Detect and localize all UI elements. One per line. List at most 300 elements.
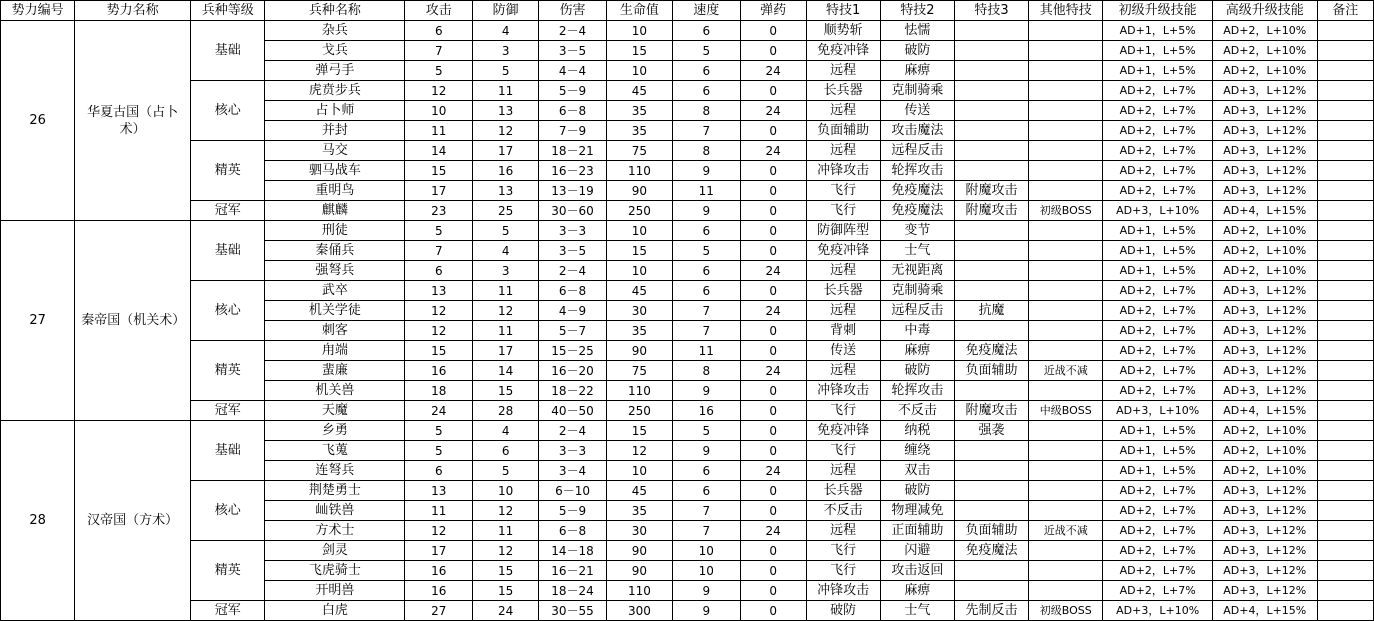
basic-upgrade-cell[interactable]: AD+2，L+7% (1103, 381, 1213, 401)
speed-cell[interactable]: 8 (672, 361, 740, 381)
skill3-cell[interactable] (954, 561, 1028, 581)
skill2-cell[interactable]: 不反击 (880, 401, 954, 421)
damage-cell[interactable]: 18－21 (539, 141, 607, 161)
attack-cell[interactable]: 16 (405, 581, 473, 601)
attack-cell[interactable]: 6 (405, 461, 473, 481)
hp-cell[interactable]: 250 (607, 201, 673, 221)
defense-cell[interactable]: 13 (473, 101, 539, 121)
speed-cell[interactable]: 9 (672, 441, 740, 461)
ammo-cell[interactable]: 24 (740, 361, 806, 381)
skill2-cell[interactable]: 士气 (880, 601, 954, 621)
attack-cell[interactable]: 23 (405, 201, 473, 221)
speed-cell[interactable]: 5 (672, 241, 740, 261)
defense-cell[interactable]: 12 (473, 301, 539, 321)
defense-cell[interactable]: 14 (473, 361, 539, 381)
damage-cell[interactable]: 15－25 (539, 341, 607, 361)
skill3-cell[interactable]: 负面辅助 (954, 361, 1028, 381)
attack-cell[interactable]: 18 (405, 381, 473, 401)
basic-upgrade-cell[interactable]: AD+2，L+7% (1103, 481, 1213, 501)
unit-name-cell[interactable]: 刑徒 (265, 221, 405, 241)
hp-cell[interactable]: 110 (607, 161, 673, 181)
damage-cell[interactable]: 16－21 (539, 561, 607, 581)
skill1-cell[interactable]: 冲锋攻击 (806, 581, 880, 601)
speed-cell[interactable]: 6 (672, 81, 740, 101)
other-skill-cell[interactable] (1029, 241, 1103, 261)
defense-cell[interactable]: 12 (473, 121, 539, 141)
tier-cell[interactable]: 基础 (191, 421, 265, 481)
unit-name-cell[interactable]: 马交 (265, 141, 405, 161)
tier-cell[interactable]: 核心 (191, 281, 265, 341)
other-skill-cell[interactable]: 近战不减 (1029, 361, 1103, 381)
ammo-cell[interactable]: 0 (740, 121, 806, 141)
advanced-upgrade-cell[interactable]: AD+2，L+10% (1213, 241, 1317, 261)
defense-cell[interactable]: 17 (473, 141, 539, 161)
attack-cell[interactable]: 11 (405, 501, 473, 521)
skill2-cell[interactable]: 正面辅助 (880, 521, 954, 541)
advanced-upgrade-cell[interactable]: AD+2，L+10% (1213, 221, 1317, 241)
advanced-upgrade-cell[interactable]: AD+3，L+12% (1213, 561, 1317, 581)
hp-cell[interactable]: 35 (607, 101, 673, 121)
unit-name-cell[interactable]: 武卒 (265, 281, 405, 301)
damage-cell[interactable]: 2－4 (539, 421, 607, 441)
advanced-upgrade-cell[interactable]: AD+2，L+10% (1213, 261, 1317, 281)
other-skill-cell[interactable] (1029, 301, 1103, 321)
ammo-cell[interactable]: 0 (740, 381, 806, 401)
skill3-cell[interactable] (954, 21, 1028, 41)
basic-upgrade-cell[interactable]: AD+2，L+7% (1103, 121, 1213, 141)
defense-cell[interactable]: 4 (473, 421, 539, 441)
unit-name-cell[interactable]: 驷马战车 (265, 161, 405, 181)
unit-name-cell[interactable]: 秦俑兵 (265, 241, 405, 261)
unit-name-cell[interactable]: 占卜师 (265, 101, 405, 121)
tier-cell[interactable]: 冠军 (191, 601, 265, 621)
unit-name-cell[interactable]: 飞蒐 (265, 441, 405, 461)
skill3-cell[interactable] (954, 441, 1028, 461)
note-cell[interactable] (1317, 481, 1374, 501)
damage-cell[interactable]: 30－55 (539, 601, 607, 621)
damage-cell[interactable]: 3－5 (539, 41, 607, 61)
note-cell[interactable] (1317, 241, 1374, 261)
basic-upgrade-cell[interactable]: AD+2，L+7% (1103, 141, 1213, 161)
skill2-cell[interactable]: 远程反击 (880, 141, 954, 161)
advanced-upgrade-cell[interactable]: AD+3，L+12% (1213, 301, 1317, 321)
advanced-upgrade-cell[interactable]: AD+3，L+12% (1213, 541, 1317, 561)
skill2-cell[interactable]: 中毒 (880, 321, 954, 341)
skill3-cell[interactable] (954, 141, 1028, 161)
hp-cell[interactable]: 15 (607, 421, 673, 441)
speed-cell[interactable]: 11 (672, 181, 740, 201)
other-skill-cell[interactable] (1029, 381, 1103, 401)
speed-cell[interactable]: 9 (672, 381, 740, 401)
advanced-upgrade-cell[interactable]: AD+4，L+15% (1213, 201, 1317, 221)
skill3-cell[interactable]: 免疫魔法 (954, 541, 1028, 561)
unit-name-cell[interactable]: 乡勇 (265, 421, 405, 441)
skill3-cell[interactable]: 附魔攻击 (954, 401, 1028, 421)
advanced-upgrade-cell[interactable]: AD+3，L+12% (1213, 281, 1317, 301)
basic-upgrade-cell[interactable]: AD+1，L+5% (1103, 61, 1213, 81)
hp-cell[interactable]: 90 (607, 561, 673, 581)
advanced-upgrade-cell[interactable]: AD+3，L+12% (1213, 581, 1317, 601)
unit-name-cell[interactable]: 机关兽 (265, 381, 405, 401)
note-cell[interactable] (1317, 501, 1374, 521)
ammo-cell[interactable]: 0 (740, 441, 806, 461)
other-skill-cell[interactable] (1029, 501, 1103, 521)
hp-cell[interactable]: 15 (607, 241, 673, 261)
skill1-cell[interactable]: 飞行 (806, 181, 880, 201)
basic-upgrade-cell[interactable]: AD+2，L+7% (1103, 521, 1213, 541)
speed-cell[interactable]: 7 (672, 521, 740, 541)
speed-cell[interactable]: 10 (672, 541, 740, 561)
hp-cell[interactable]: 110 (607, 581, 673, 601)
skill3-cell[interactable] (954, 461, 1028, 481)
damage-cell[interactable]: 7－9 (539, 121, 607, 141)
note-cell[interactable] (1317, 281, 1374, 301)
note-cell[interactable] (1317, 441, 1374, 461)
ammo-cell[interactable]: 0 (740, 541, 806, 561)
advanced-upgrade-cell[interactable]: AD+3，L+12% (1213, 101, 1317, 121)
skill3-cell[interactable]: 附魔攻击 (954, 201, 1028, 221)
attack-cell[interactable]: 15 (405, 341, 473, 361)
attack-cell[interactable]: 5 (405, 61, 473, 81)
speed-cell[interactable]: 6 (672, 481, 740, 501)
skill1-cell[interactable]: 破防 (806, 601, 880, 621)
other-skill-cell[interactable] (1029, 461, 1103, 481)
other-skill-cell[interactable] (1029, 261, 1103, 281)
skill1-cell[interactable]: 远程 (806, 361, 880, 381)
hp-cell[interactable]: 15 (607, 41, 673, 61)
attack-cell[interactable]: 14 (405, 141, 473, 161)
attack-cell[interactable]: 13 (405, 481, 473, 501)
hp-cell[interactable]: 12 (607, 441, 673, 461)
note-cell[interactable] (1317, 301, 1374, 321)
col-header[interactable]: 兵种等级 (191, 1, 265, 21)
col-header[interactable]: 势力编号 (1, 1, 75, 21)
damage-cell[interactable]: 6－8 (539, 101, 607, 121)
attack-cell[interactable]: 5 (405, 441, 473, 461)
speed-cell[interactable]: 8 (672, 141, 740, 161)
other-skill-cell[interactable] (1029, 181, 1103, 201)
skill1-cell[interactable]: 远程 (806, 261, 880, 281)
other-skill-cell[interactable] (1029, 421, 1103, 441)
tier-cell[interactable]: 精英 (191, 541, 265, 601)
tier-cell[interactable]: 精英 (191, 141, 265, 201)
advanced-upgrade-cell[interactable]: AD+3，L+12% (1213, 481, 1317, 501)
ammo-cell[interactable]: 0 (740, 181, 806, 201)
skill3-cell[interactable] (954, 101, 1028, 121)
basic-upgrade-cell[interactable]: AD+2，L+7% (1103, 581, 1213, 601)
note-cell[interactable] (1317, 541, 1374, 561)
defense-cell[interactable]: 13 (473, 181, 539, 201)
advanced-upgrade-cell[interactable]: AD+4，L+15% (1213, 401, 1317, 421)
hp-cell[interactable]: 45 (607, 481, 673, 501)
attack-cell[interactable]: 12 (405, 81, 473, 101)
ammo-cell[interactable]: 24 (740, 301, 806, 321)
col-header[interactable]: 势力名称 (75, 1, 191, 21)
tier-cell[interactable]: 冠军 (191, 401, 265, 421)
basic-upgrade-cell[interactable]: AD+2，L+7% (1103, 321, 1213, 341)
defense-cell[interactable]: 15 (473, 581, 539, 601)
speed-cell[interactable]: 6 (672, 261, 740, 281)
skill2-cell[interactable]: 变节 (880, 221, 954, 241)
skill3-cell[interactable] (954, 501, 1028, 521)
hp-cell[interactable]: 90 (607, 181, 673, 201)
note-cell[interactable] (1317, 201, 1374, 221)
damage-cell[interactable]: 14－18 (539, 541, 607, 561)
skill2-cell[interactable]: 缠绕 (880, 441, 954, 461)
damage-cell[interactable]: 16－20 (539, 361, 607, 381)
defense-cell[interactable]: 11 (473, 281, 539, 301)
other-skill-cell[interactable] (1029, 581, 1103, 601)
unit-name-cell[interactable]: 杂兵 (265, 21, 405, 41)
damage-cell[interactable]: 5－7 (539, 321, 607, 341)
ammo-cell[interactable]: 0 (740, 281, 806, 301)
ammo-cell[interactable]: 0 (740, 221, 806, 241)
unit-name-cell[interactable]: 方术士 (265, 521, 405, 541)
unit-name-cell[interactable]: 机关学徒 (265, 301, 405, 321)
skill2-cell[interactable]: 攻击返回 (880, 561, 954, 581)
defense-cell[interactable]: 11 (473, 81, 539, 101)
ammo-cell[interactable]: 0 (740, 581, 806, 601)
unit-name-cell[interactable]: 白虎 (265, 601, 405, 621)
skill1-cell[interactable]: 长兵器 (806, 481, 880, 501)
col-header[interactable]: 特技2 (880, 1, 954, 21)
attack-cell[interactable]: 10 (405, 101, 473, 121)
skill2-cell[interactable]: 破防 (880, 41, 954, 61)
other-skill-cell[interactable] (1029, 561, 1103, 581)
skill1-cell[interactable]: 飞行 (806, 541, 880, 561)
unit-name-cell[interactable]: 天魔 (265, 401, 405, 421)
ammo-cell[interactable]: 24 (740, 101, 806, 121)
speed-cell[interactable]: 5 (672, 41, 740, 61)
col-header[interactable]: 兵种名称 (265, 1, 405, 21)
basic-upgrade-cell[interactable]: AD+1，L+5% (1103, 261, 1213, 281)
hp-cell[interactable]: 75 (607, 361, 673, 381)
advanced-upgrade-cell[interactable]: AD+3，L+12% (1213, 381, 1317, 401)
skill3-cell[interactable] (954, 381, 1028, 401)
skill3-cell[interactable]: 先制反击 (954, 601, 1028, 621)
note-cell[interactable] (1317, 341, 1374, 361)
note-cell[interactable] (1317, 321, 1374, 341)
other-skill-cell[interactable] (1029, 81, 1103, 101)
hp-cell[interactable]: 250 (607, 401, 673, 421)
defense-cell[interactable]: 5 (473, 221, 539, 241)
basic-upgrade-cell[interactable]: AD+1，L+5% (1103, 21, 1213, 41)
unit-name-cell[interactable]: 虎贲步兵 (265, 81, 405, 101)
skill3-cell[interactable] (954, 61, 1028, 81)
tier-cell[interactable]: 精英 (191, 341, 265, 401)
skill2-cell[interactable]: 怯懦 (880, 21, 954, 41)
other-skill-cell[interactable] (1029, 121, 1103, 141)
unit-name-cell[interactable]: 开明兽 (265, 581, 405, 601)
hp-cell[interactable]: 35 (607, 121, 673, 141)
skill2-cell[interactable]: 传送 (880, 101, 954, 121)
unit-name-cell[interactable]: 麒麟 (265, 201, 405, 221)
ammo-cell[interactable]: 0 (740, 481, 806, 501)
skill2-cell[interactable]: 物理减免 (880, 501, 954, 521)
ammo-cell[interactable]: 0 (740, 161, 806, 181)
unit-name-cell[interactable]: 蜚廉 (265, 361, 405, 381)
basic-upgrade-cell[interactable]: AD+2，L+7% (1103, 501, 1213, 521)
attack-cell[interactable]: 6 (405, 261, 473, 281)
col-header[interactable]: 其他特技 (1029, 1, 1103, 21)
skill3-cell[interactable] (954, 321, 1028, 341)
advanced-upgrade-cell[interactable]: AD+3，L+12% (1213, 321, 1317, 341)
faction-id-cell[interactable]: 27 (1, 221, 75, 421)
attack-cell[interactable]: 13 (405, 281, 473, 301)
other-skill-cell[interactable] (1029, 441, 1103, 461)
damage-cell[interactable]: 18－22 (539, 381, 607, 401)
other-skill-cell[interactable]: 初级BOSS (1029, 601, 1103, 621)
skill1-cell[interactable]: 远程 (806, 301, 880, 321)
other-skill-cell[interactable] (1029, 61, 1103, 81)
basic-upgrade-cell[interactable]: AD+2，L+7% (1103, 361, 1213, 381)
unit-name-cell[interactable]: 飞虎骑士 (265, 561, 405, 581)
note-cell[interactable] (1317, 361, 1374, 381)
skill1-cell[interactable]: 飞行 (806, 201, 880, 221)
skill1-cell[interactable]: 远程 (806, 521, 880, 541)
damage-cell[interactable]: 6－8 (539, 281, 607, 301)
tier-cell[interactable]: 冠军 (191, 201, 265, 221)
col-header[interactable]: 高级升级技能 (1213, 1, 1317, 21)
attack-cell[interactable]: 17 (405, 541, 473, 561)
attack-cell[interactable]: 27 (405, 601, 473, 621)
advanced-upgrade-cell[interactable]: AD+2，L+10% (1213, 421, 1317, 441)
skill1-cell[interactable]: 远程 (806, 141, 880, 161)
advanced-upgrade-cell[interactable]: AD+3，L+12% (1213, 181, 1317, 201)
advanced-upgrade-cell[interactable]: AD+2，L+10% (1213, 61, 1317, 81)
faction-id-cell[interactable]: 26 (1, 21, 75, 221)
speed-cell[interactable]: 7 (672, 501, 740, 521)
skill2-cell[interactable]: 远程反击 (880, 301, 954, 321)
defense-cell[interactable]: 15 (473, 381, 539, 401)
unit-name-cell[interactable]: 并封 (265, 121, 405, 141)
note-cell[interactable] (1317, 41, 1374, 61)
skill1-cell[interactable]: 远程 (806, 101, 880, 121)
col-header[interactable]: 特技1 (806, 1, 880, 21)
damage-cell[interactable]: 3－5 (539, 241, 607, 261)
skill3-cell[interactable] (954, 581, 1028, 601)
faction-name-cell[interactable]: 秦帝国（机关术） (75, 221, 191, 421)
skill1-cell[interactable]: 远程 (806, 61, 880, 81)
tier-cell[interactable]: 核心 (191, 81, 265, 141)
ammo-cell[interactable]: 24 (740, 141, 806, 161)
advanced-upgrade-cell[interactable]: AD+3，L+12% (1213, 501, 1317, 521)
skill1-cell[interactable]: 免疫冲锋 (806, 241, 880, 261)
unit-name-cell[interactable]: 荆楚勇士 (265, 481, 405, 501)
basic-upgrade-cell[interactable]: AD+2，L+7% (1103, 341, 1213, 361)
damage-cell[interactable]: 2－4 (539, 21, 607, 41)
skill2-cell[interactable]: 麻痹 (880, 341, 954, 361)
note-cell[interactable] (1317, 141, 1374, 161)
skill3-cell[interactable]: 免疫魔法 (954, 341, 1028, 361)
speed-cell[interactable]: 8 (672, 101, 740, 121)
hp-cell[interactable]: 45 (607, 281, 673, 301)
speed-cell[interactable]: 6 (672, 221, 740, 241)
speed-cell[interactable]: 6 (672, 21, 740, 41)
note-cell[interactable] (1317, 21, 1374, 41)
tier-cell[interactable]: 基础 (191, 221, 265, 281)
unit-name-cell[interactable]: 屾铁兽 (265, 501, 405, 521)
col-header[interactable]: 弹药 (740, 1, 806, 21)
other-skill-cell[interactable] (1029, 221, 1103, 241)
damage-cell[interactable]: 3－3 (539, 441, 607, 461)
basic-upgrade-cell[interactable]: AD+2，L+7% (1103, 281, 1213, 301)
skill1-cell[interactable]: 负面辅助 (806, 121, 880, 141)
skill3-cell[interactable] (954, 261, 1028, 281)
skill1-cell[interactable]: 不反击 (806, 501, 880, 521)
skill3-cell[interactable] (954, 121, 1028, 141)
skill1-cell[interactable]: 飞行 (806, 561, 880, 581)
basic-upgrade-cell[interactable]: AD+1，L+5% (1103, 461, 1213, 481)
skill1-cell[interactable]: 防御阵型 (806, 221, 880, 241)
other-skill-cell[interactable] (1029, 21, 1103, 41)
speed-cell[interactable]: 16 (672, 401, 740, 421)
ammo-cell[interactable]: 24 (740, 61, 806, 81)
other-skill-cell[interactable] (1029, 341, 1103, 361)
col-header[interactable]: 攻击 (405, 1, 473, 21)
skill2-cell[interactable]: 轮挥攻击 (880, 161, 954, 181)
damage-cell[interactable]: 4－9 (539, 301, 607, 321)
skill1-cell[interactable]: 传送 (806, 341, 880, 361)
damage-cell[interactable]: 13－19 (539, 181, 607, 201)
skill2-cell[interactable]: 麻痹 (880, 581, 954, 601)
unit-name-cell[interactable]: 刺客 (265, 321, 405, 341)
defense-cell[interactable]: 5 (473, 461, 539, 481)
other-skill-cell[interactable] (1029, 281, 1103, 301)
unit-name-cell[interactable]: 甪端 (265, 341, 405, 361)
ammo-cell[interactable]: 0 (740, 321, 806, 341)
note-cell[interactable] (1317, 121, 1374, 141)
hp-cell[interactable]: 90 (607, 341, 673, 361)
basic-upgrade-cell[interactable]: AD+3，L+10% (1103, 201, 1213, 221)
defense-cell[interactable]: 4 (473, 21, 539, 41)
note-cell[interactable] (1317, 461, 1374, 481)
hp-cell[interactable]: 75 (607, 141, 673, 161)
note-cell[interactable] (1317, 421, 1374, 441)
hp-cell[interactable]: 110 (607, 381, 673, 401)
other-skill-cell[interactable] (1029, 321, 1103, 341)
skill2-cell[interactable]: 攻击魔法 (880, 121, 954, 141)
advanced-upgrade-cell[interactable]: AD+3，L+12% (1213, 141, 1317, 161)
attack-cell[interactable]: 12 (405, 321, 473, 341)
skill2-cell[interactable]: 纳税 (880, 421, 954, 441)
skill1-cell[interactable]: 背刺 (806, 321, 880, 341)
unit-name-cell[interactable]: 连弩兵 (265, 461, 405, 481)
defense-cell[interactable]: 11 (473, 321, 539, 341)
other-skill-cell[interactable] (1029, 41, 1103, 61)
speed-cell[interactable]: 6 (672, 281, 740, 301)
hp-cell[interactable]: 90 (607, 541, 673, 561)
skill1-cell[interactable]: 顺势斩 (806, 21, 880, 41)
skill3-cell[interactable] (954, 281, 1028, 301)
other-skill-cell[interactable] (1029, 141, 1103, 161)
defense-cell[interactable]: 11 (473, 521, 539, 541)
speed-cell[interactable]: 9 (672, 581, 740, 601)
advanced-upgrade-cell[interactable]: AD+4，L+15% (1213, 601, 1317, 621)
basic-upgrade-cell[interactable]: AD+1，L+5% (1103, 41, 1213, 61)
note-cell[interactable] (1317, 261, 1374, 281)
attack-cell[interactable]: 6 (405, 21, 473, 41)
speed-cell[interactable]: 9 (672, 201, 740, 221)
basic-upgrade-cell[interactable]: AD+2，L+7% (1103, 541, 1213, 561)
col-header[interactable]: 初级升级技能 (1103, 1, 1213, 21)
damage-cell[interactable]: 2－4 (539, 261, 607, 281)
note-cell[interactable] (1317, 181, 1374, 201)
note-cell[interactable] (1317, 401, 1374, 421)
speed-cell[interactable]: 9 (672, 601, 740, 621)
skill2-cell[interactable]: 克制骑乘 (880, 281, 954, 301)
advanced-upgrade-cell[interactable]: AD+2，L+10% (1213, 441, 1317, 461)
